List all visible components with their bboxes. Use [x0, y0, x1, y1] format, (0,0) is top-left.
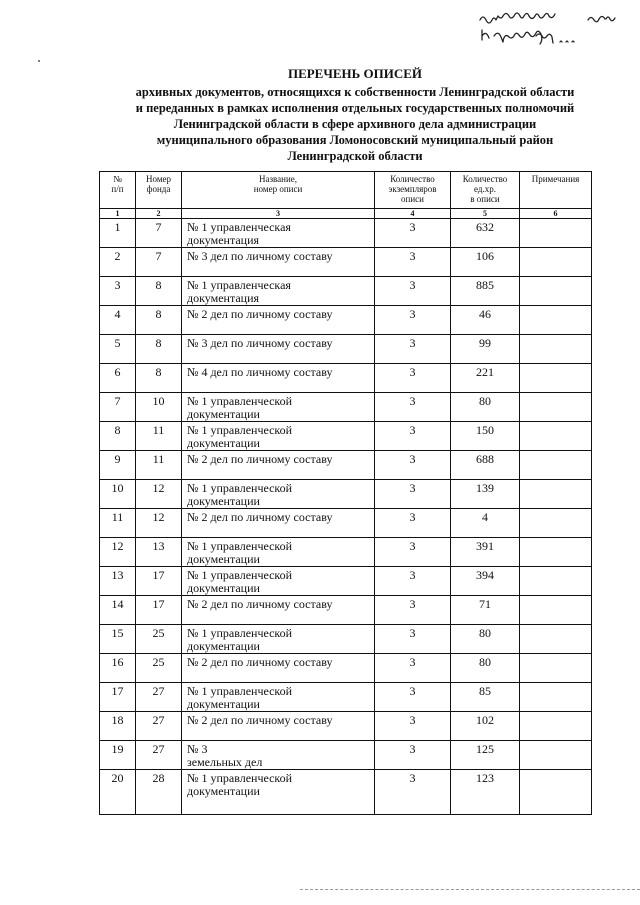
- cell-name-line-2: земельных дел: [187, 755, 263, 769]
- cell-name: [182, 741, 375, 770]
- cell-fond: 11: [136, 451, 182, 480]
- cell-copies: 3: [375, 393, 451, 422]
- table-row: [100, 770, 592, 815]
- cell-name: [182, 770, 375, 815]
- cell-number: 9: [100, 451, 136, 480]
- cell-name-line-1: № 2 дел по личному составу: [187, 307, 333, 321]
- cell-fond: 27: [136, 683, 182, 712]
- cell-name: [182, 422, 375, 451]
- cell-number: 2: [100, 248, 136, 277]
- cell-name-line-1: № 1 управленческой: [187, 394, 293, 408]
- cell-fond: 17: [136, 567, 182, 596]
- cell-name-line-2: документация: [187, 233, 260, 247]
- cell-name-line-2: документации: [187, 581, 260, 595]
- cell-fond: 17: [136, 596, 182, 625]
- cell-notes: [520, 451, 592, 480]
- page-bottom-rule: [300, 889, 640, 890]
- cell-notes: [520, 219, 592, 248]
- title-line-1: архивных документов, относящихся к собственности Ленинградской области: [135, 85, 575, 99]
- cell-copies: 3: [375, 625, 451, 654]
- cell-units: 885: [451, 277, 520, 306]
- cell-units: 125: [451, 741, 520, 770]
- cell-name-line-2: документации: [187, 784, 260, 798]
- cell-fond: 27: [136, 712, 182, 741]
- cell-fond: 12: [136, 480, 182, 509]
- cell-copies: 3: [375, 422, 451, 451]
- cell-copies: 3: [375, 712, 451, 741]
- cell-units: 99: [451, 335, 520, 364]
- table-row: [100, 480, 592, 509]
- table-row: [100, 596, 592, 625]
- cell-copies: 3: [375, 509, 451, 538]
- cell-name: [182, 712, 375, 741]
- cell-name-line-1: № 2 дел по личному составу: [187, 597, 333, 611]
- cell-name-line-1: № 1 управленческой: [187, 568, 293, 582]
- cell-notes: [520, 422, 592, 451]
- cell-number: 8: [100, 422, 136, 451]
- cell-notes: [520, 480, 592, 509]
- table-row: [100, 422, 592, 451]
- cell-notes: [520, 625, 592, 654]
- cell-number: 19: [100, 741, 136, 770]
- cell-copies: 3: [375, 277, 451, 306]
- cell-notes: [520, 683, 592, 712]
- cell-notes: [520, 712, 592, 741]
- cell-name-line-1: № 4 дел по личному составу: [187, 365, 333, 379]
- cell-number: 5: [100, 335, 136, 364]
- cell-units: 85: [451, 683, 520, 712]
- cell-notes: [520, 364, 592, 393]
- cell-notes: [520, 509, 592, 538]
- cell-units: 391: [451, 538, 520, 567]
- table-header-row: [100, 172, 592, 209]
- cell-units: 106: [451, 248, 520, 277]
- cell-units: 80: [451, 393, 520, 422]
- table-row: [100, 509, 592, 538]
- cell-fond: 7: [136, 248, 182, 277]
- cell-copies: 3: [375, 451, 451, 480]
- cell-copies: 3: [375, 248, 451, 277]
- cell-units: 150: [451, 422, 520, 451]
- scan-speck: [38, 60, 40, 62]
- cell-units: 221: [451, 364, 520, 393]
- cell-name: [182, 480, 375, 509]
- table-row: [100, 393, 592, 422]
- cell-name: [182, 335, 375, 364]
- cell-notes: [520, 393, 592, 422]
- cell-name: [182, 277, 375, 306]
- cell-name: [182, 567, 375, 596]
- cell-units: 139: [451, 480, 520, 509]
- cell-name-line-1: № 1 управленческая: [187, 220, 291, 234]
- title-line-4: муниципального образования Ломоносовский муниципальный район: [156, 133, 554, 147]
- cell-name: [182, 509, 375, 538]
- cell-name: [182, 538, 375, 567]
- cell-notes: [520, 596, 592, 625]
- cell-fond: 10: [136, 393, 182, 422]
- table-row: [100, 219, 592, 248]
- title-line-3: Ленинградской области в сфере архивного дела администрации: [173, 117, 537, 131]
- cell-notes: [520, 335, 592, 364]
- cell-name-line-1: № 2 дел по личному составу: [187, 510, 333, 524]
- cell-copies: 3: [375, 683, 451, 712]
- cell-notes: [520, 567, 592, 596]
- cell-name-line-2: документации: [187, 494, 260, 508]
- table-row: [100, 741, 592, 770]
- document-title: ПЕРЕЧЕНЬ ОПИСЕЙ: [287, 66, 423, 81]
- cell-copies: 3: [375, 741, 451, 770]
- cell-units: 102: [451, 712, 520, 741]
- column-number: 6: [520, 209, 592, 219]
- cell-number: 14: [100, 596, 136, 625]
- cell-fond: 12: [136, 509, 182, 538]
- cell-name-line-2: документации: [187, 436, 260, 450]
- cell-units: 46: [451, 306, 520, 335]
- table-row: [100, 654, 592, 683]
- cell-units: 688: [451, 451, 520, 480]
- header-notes: Примечания: [520, 172, 592, 209]
- cell-name-line-1: № 1 управленческой: [187, 771, 293, 785]
- cell-name: [182, 625, 375, 654]
- cell-units: 71: [451, 596, 520, 625]
- cell-name-line-2: документации: [187, 697, 260, 711]
- cell-number: 6: [100, 364, 136, 393]
- cell-number: 7: [100, 393, 136, 422]
- header-copies: Количество экземпляров описи: [375, 172, 451, 209]
- cell-name: [182, 248, 375, 277]
- cell-copies: 3: [375, 567, 451, 596]
- cell-number: 20: [100, 770, 136, 815]
- cell-number: 12: [100, 538, 136, 567]
- cell-copies: 3: [375, 219, 451, 248]
- cell-number: 13: [100, 567, 136, 596]
- cell-units: 80: [451, 654, 520, 683]
- table-row: [100, 248, 592, 277]
- cell-units: 632: [451, 219, 520, 248]
- cell-notes: [520, 654, 592, 683]
- cell-fond: 25: [136, 654, 182, 683]
- header-units: Количество ед.хр. в описи: [451, 172, 520, 209]
- cell-units: 123: [451, 770, 520, 815]
- cell-fond: 13: [136, 538, 182, 567]
- cell-name-line-1: № 1 управленческой: [187, 539, 293, 553]
- title-line-2: и переданных в рамках исполнения отдельных государственных полномочий: [135, 101, 575, 115]
- cell-name-line-1: № 1 управленческой: [187, 481, 293, 495]
- table-row: [100, 306, 592, 335]
- cell-name-line-1: № 3: [187, 742, 208, 756]
- cell-fond: 8: [136, 306, 182, 335]
- cell-units: 80: [451, 625, 520, 654]
- header-fond: Номер фонда: [136, 172, 182, 209]
- cell-fond: 8: [136, 277, 182, 306]
- handwritten-annotation: [478, 6, 638, 58]
- header-number: № п/п: [100, 172, 136, 209]
- header-name: Название, номер описи: [182, 172, 375, 209]
- cell-copies: 3: [375, 364, 451, 393]
- cell-copies: 3: [375, 654, 451, 683]
- cell-name-line-2: документации: [187, 552, 260, 566]
- cell-copies: 3: [375, 538, 451, 567]
- table-row: [100, 625, 592, 654]
- cell-name-line-1: № 2 дел по личному составу: [187, 713, 333, 727]
- cell-name-line-1: № 1 управленческой: [187, 684, 293, 698]
- inventory-table: [99, 171, 592, 815]
- table-row: [100, 712, 592, 741]
- cell-copies: 3: [375, 596, 451, 625]
- table-row: [100, 538, 592, 567]
- cell-name-line-1: № 1 управленческой: [187, 626, 293, 640]
- cell-fond: 11: [136, 422, 182, 451]
- cell-fond: 27: [136, 741, 182, 770]
- cell-units: 394: [451, 567, 520, 596]
- cell-name: [182, 393, 375, 422]
- column-number: 5: [451, 209, 520, 219]
- cell-name-line-2: документации: [187, 407, 260, 421]
- cell-units: 4: [451, 509, 520, 538]
- cell-number: 15: [100, 625, 136, 654]
- cell-number: 17: [100, 683, 136, 712]
- cell-notes: [520, 538, 592, 567]
- cell-fond: 8: [136, 335, 182, 364]
- cell-name: [182, 683, 375, 712]
- column-numbers-row: [100, 209, 592, 219]
- column-number: 1: [100, 209, 136, 219]
- cell-name-line-1: № 2 дел по личному составу: [187, 452, 333, 466]
- cell-number: 3: [100, 277, 136, 306]
- cell-name: [182, 654, 375, 683]
- title-line-5: Ленинградской области: [287, 149, 423, 163]
- table-row: [100, 335, 592, 364]
- table-row: [100, 277, 592, 306]
- table-row: [100, 683, 592, 712]
- cell-copies: 3: [375, 306, 451, 335]
- cell-copies: 3: [375, 770, 451, 815]
- cell-copies: 3: [375, 335, 451, 364]
- table-row: [100, 451, 592, 480]
- cell-notes: [520, 741, 592, 770]
- cell-name-line-2: документация: [187, 291, 260, 305]
- cell-name: [182, 451, 375, 480]
- cell-notes: [520, 277, 592, 306]
- cell-number: 1: [100, 219, 136, 248]
- cell-name-line-1: № 1 управленческая: [187, 278, 291, 292]
- cell-name: [182, 306, 375, 335]
- cell-name-line-1: № 2 дел по личному составу: [187, 655, 333, 669]
- cell-copies: 3: [375, 480, 451, 509]
- cell-name: [182, 596, 375, 625]
- column-number: 2: [136, 209, 182, 219]
- cell-name-line-1: № 3 дел по личному составу: [187, 249, 333, 263]
- table-row: [100, 364, 592, 393]
- cell-number: 11: [100, 509, 136, 538]
- cell-fond: 28: [136, 770, 182, 815]
- column-number: 3: [182, 209, 375, 219]
- document-title-block: [40, 66, 640, 164]
- cell-name: [182, 219, 375, 248]
- cell-number: 4: [100, 306, 136, 335]
- cell-number: 10: [100, 480, 136, 509]
- table-row: [100, 567, 592, 596]
- column-number: 4: [375, 209, 451, 219]
- cell-name: [182, 364, 375, 393]
- cell-fond: 25: [136, 625, 182, 654]
- cell-number: 18: [100, 712, 136, 741]
- cell-fond: 7: [136, 219, 182, 248]
- cell-fond: 8: [136, 364, 182, 393]
- cell-notes: [520, 770, 592, 815]
- cell-number: 16: [100, 654, 136, 683]
- cell-notes: [520, 248, 592, 277]
- cell-name-line-1: № 1 управленческой: [187, 423, 293, 437]
- cell-name-line-2: документации: [187, 639, 260, 653]
- cell-notes: [520, 306, 592, 335]
- cell-name-line-1: № 3 дел по личному составу: [187, 336, 333, 350]
